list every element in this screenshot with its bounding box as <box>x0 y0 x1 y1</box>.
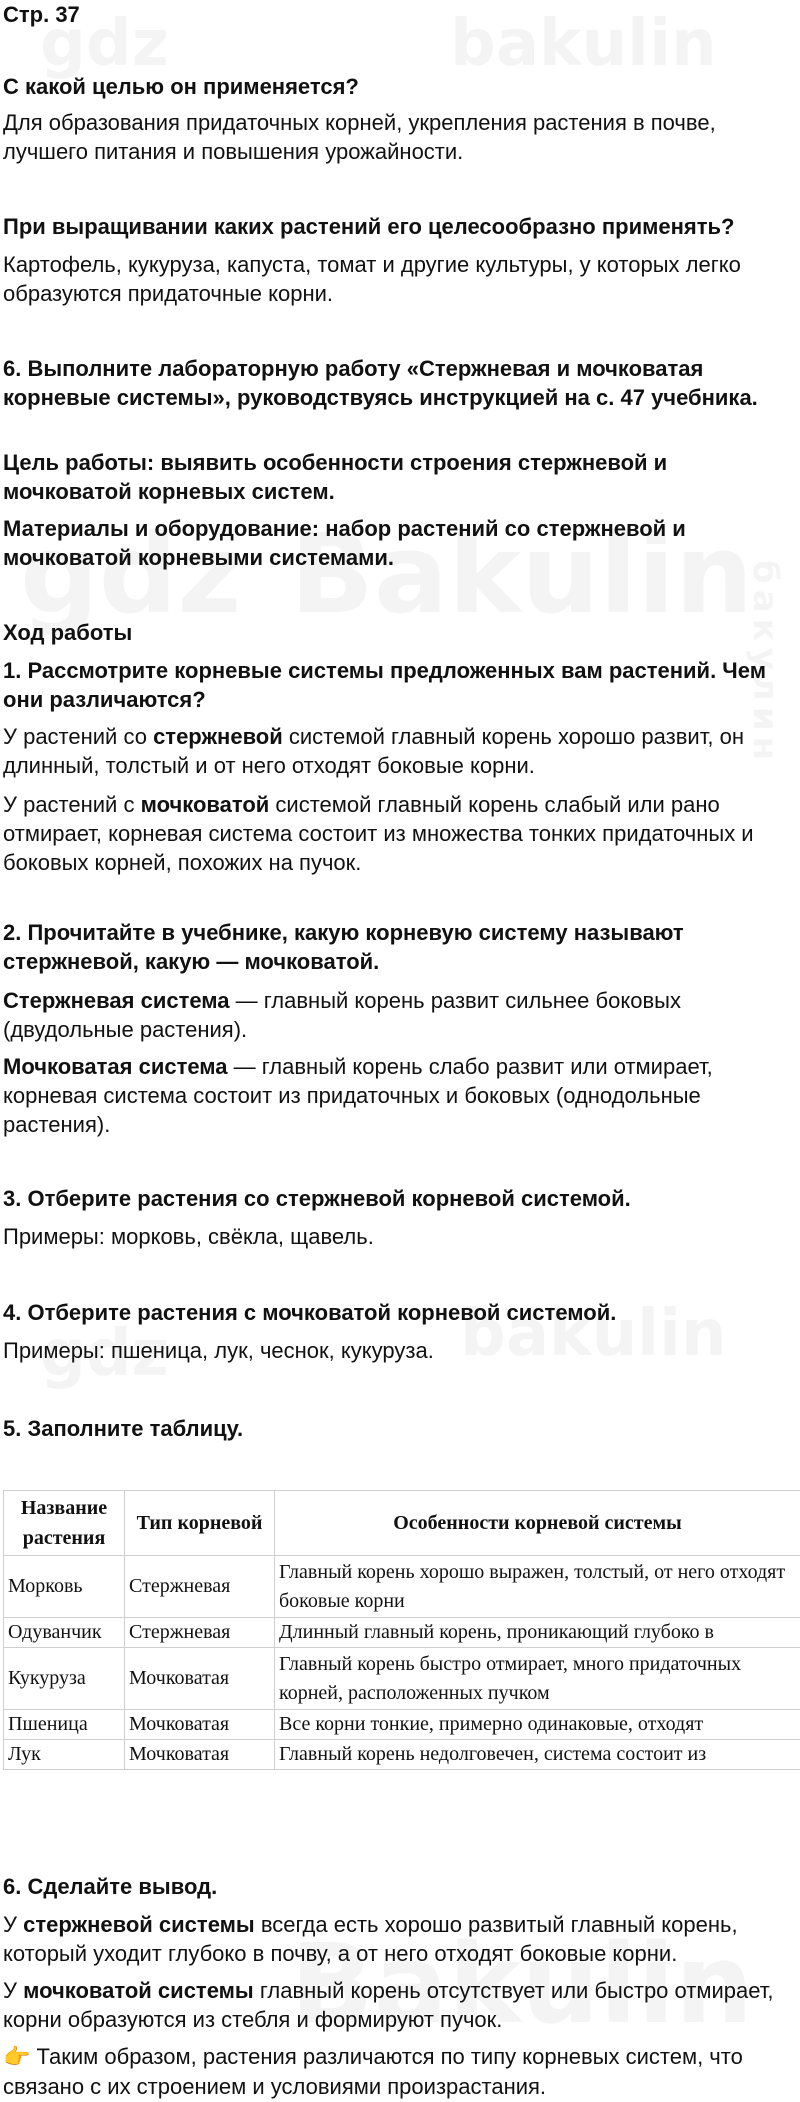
conclusion-final: 👉 Таким образом, растения различаются по типу корневых систем, что связано с их строением и условиями произрастания. <box>3 2044 743 2099</box>
table-row: Одуванчик Стержневая Длинный главный корень, проникающий глубоко в <box>4 1618 800 1648</box>
pointing-hand-icon: 👉 <box>3 2045 31 2070</box>
q1-question: С какой целью он применяется? <box>3 74 359 99</box>
step3-text: Примеры: морковь, свёкла, щавель. <box>3 1224 374 1249</box>
q2-answer: Картофель, кукуруза, капуста, томат и другие культуры, у которых легко образуются придаточные корни. <box>3 252 741 306</box>
root-systems-table <box>3 1490 800 1770</box>
header-plant-name: Название растения <box>4 1491 125 1556</box>
step5-heading: 5. Заполните таблицу. <box>3 1416 244 1441</box>
table-row: Лук Мочковатая Главный корень недолговечен, система состоит из <box>4 1740 800 1770</box>
header-root-type: Тип корневой <box>125 1491 275 1556</box>
step1-paragraph-2: У растений с мочковатой системой главный корень слабый или рано отмирает, корневая система состоит из множества тонких придаточных и боковых корней, похожих на пучок. <box>3 792 754 875</box>
table-row: Морковь Стержневая Главный корень хорошо выражен, толстый, от него отходят боковые корни <box>4 1556 800 1618</box>
step6-heading: 6. Сделайте вывод. <box>3 1874 218 1899</box>
lab-goal: Цель работы: выявить особенности строения стержневой и мочковатой корневых систем. <box>3 450 668 504</box>
table-header-row <box>4 1491 800 1556</box>
page-label: Стр. 37 <box>3 2 80 27</box>
step4-text: Примеры: пшеница, лук, чеснок, кукуруза. <box>3 1338 434 1363</box>
step2-def-fibrous: Мочковатая система — главный корень слабо развит или отмирает, корневая система состоит из придаточных и боковых (однодольные растения). <box>3 1054 713 1137</box>
conclusion-fibrous: У мочковатой системы главный корень отсутствует или быстро отмирает, корни образуются из стебля и формируют пучок. <box>3 1978 774 2032</box>
header-features: Особенности корневой системы <box>275 1491 800 1556</box>
step3-heading: 3. Отберите растения со стержневой корневой системой. <box>3 1186 631 1211</box>
step2-def-taproot: Стержневая система — главный корень развит сильнее боковых (двудольные растения). <box>3 988 681 1042</box>
term-taproot: стержневой <box>153 724 283 749</box>
q1-answer: Для образования придаточных корней, укрепления растения в почве, лучшего питания и повышения урожайности. <box>3 110 716 164</box>
step1-heading: 1. Рассмотрите корневые системы предложенных вам растений. Чем они различаются? <box>3 658 766 712</box>
table-row: Пшеница Мочковатая Все корни тонкие, примерно одинаковые, отходят <box>4 1710 800 1740</box>
step4-heading: 4. Отберите растения с мочковатой корневой системой. <box>3 1300 617 1325</box>
progress-heading: Ход работы <box>3 620 133 645</box>
watermark-bakulin <box>450 30 717 59</box>
lab-title: 6. Выполните лабораторную работу «Стержневая и мочковатая корневые системы», руководствуясь инструкцией на с. 47 учебника. <box>3 356 758 410</box>
term-fibrous: мочковатой <box>140 792 270 817</box>
step2-heading: 2. Прочитайте в учебнике, какую корневую систему называют стержневой, какую — мочковатой. <box>3 920 684 974</box>
watermark-gdz <box>40 30 169 59</box>
table-row: Кукуруза Мочковатая Главный корень быстро отмирает, много придаточных корней, расположенных пучком <box>4 1648 800 1710</box>
conclusion-taproot: У стержневой системы всегда есть хорошо развитый главный корень, который уходит глубоко в почву, а от него отходят боковые корни. <box>3 1912 738 1966</box>
step1-paragraph-1: У растений со стержневой системой главный корень хорошо развит, он длинный, толстый и от него отходят боковые корни. <box>3 724 744 778</box>
q2-question: При выращивании каких растений его целесообразно применять? <box>3 214 735 239</box>
lab-materials: Материалы и оборудование: набор растений со стержневой и мочковатой корневыми системами. <box>3 516 686 570</box>
